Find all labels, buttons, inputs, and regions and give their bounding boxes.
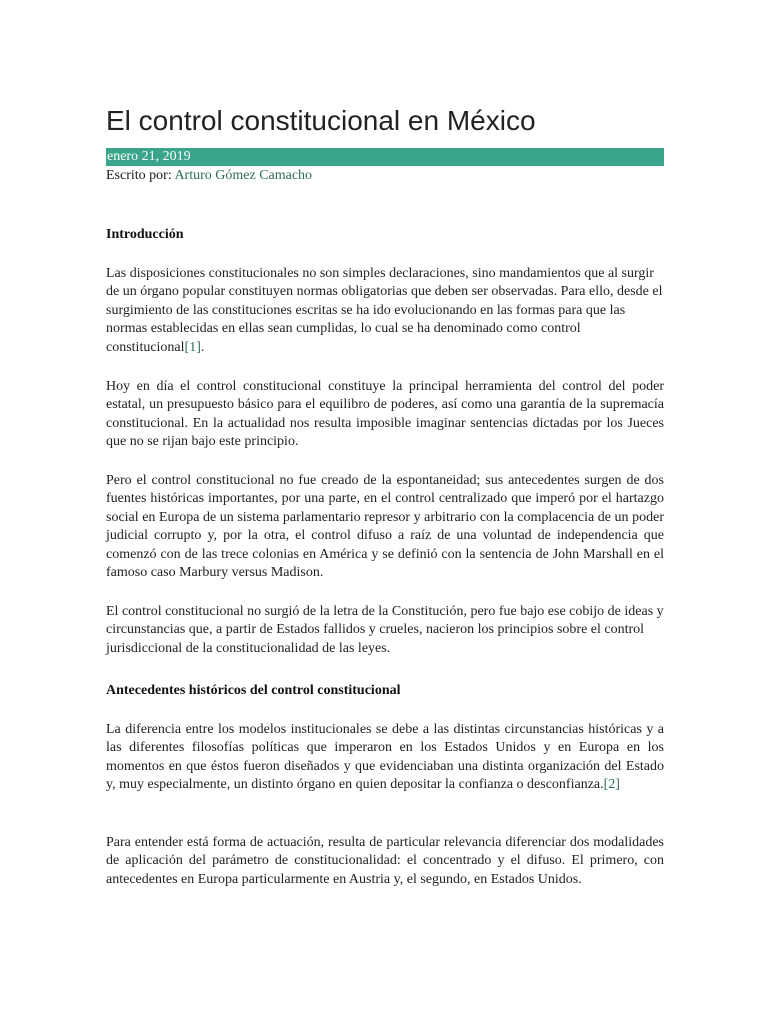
section-heading-history: Antecedentes históricos del control constitucional: [106, 683, 401, 698]
footnote-link-1[interactable]: [1]: [184, 339, 201, 355]
byline-prefix: Escrito por:: [106, 168, 175, 183]
article-title: El control constitucional en México: [106, 105, 536, 136]
paragraph-1-end: .: [200, 339, 205, 355]
paragraph-6: Para entender está forma de actuación, resulta de particular relevancia diferenciar dos modalidades de aplicación del parámetro de constitucionalidad: el concentrado y el difuso. El primero, con antecedentes en Europa particularmente en Austria y, el segundo, en Estados Unidos.: [106, 835, 664, 887]
section-heading-intro: Introducción: [106, 227, 184, 242]
author-link[interactable]: Arturo Gómez Camacho: [174, 168, 313, 183]
paragraph-4: El control constitucional no surgió de la letra de la Constitución, pero fue bajo ese cobijo de ideas y circunstancias que, a partir de Estados fallidos y crueles, nacieron los principios sobre el control jurisdiccional de la constitucionalidad de las leyes.: [106, 604, 664, 656]
footnote-link-2[interactable]: [2]: [603, 777, 620, 793]
paragraph-1-text: Las disposiciones constitucionales no son simples declaraciones, sino mandamientos que al surgir de un órgano popular constituyen normas obligatorias que deben ser observadas. Para ello, desde el surgimiento de las constituciones escritas se ha ido evolucionando en las formas para que las normas establecidas en ellas sean cumplidas, lo cual se ha denominado como control constitucional: [106, 266, 663, 355]
paragraph-5: [106, 721, 664, 795]
paragraph-2: Hoy en día el control constitucional constituye la principal herramienta del control del poder estatal, un presupuesto básico para el equilibro de poderes, así como una garantía de la supremacía constitucional. En la actualidad nos resulta imposible imaginar sentencias dictadas por los Jueces que no se rijan bajo este principio.: [106, 379, 664, 450]
date-bar: [106, 148, 664, 166]
paragraph-5-text: La diferencia entre los modelos institucionales se debe a las distintas circunstancias históricas y a las diferentes filosofías políticas que imperaron en los Estados Unidos y en Europa en los momentos en que éstos fueron diseñados y que evidenciaban una distinta organización del Estado y, muy especialmente, un distinto órgano en quien depositar la confianza o desconfianza.: [106, 722, 664, 793]
paragraph-3: Pero el control constitucional no fue creado de la espontaneidad; sus antecedentes surgen de dos fuentes históricas importantes, por una parte, en el control centralizado que imperó por el hartazgo social en Europa de un sistema parlamentario represor y arbitrario con la complacencia de un poder judicial corrupto y, por la otra, el control difuso a raíz de una voluntad de independencia que comenzó con de las trece colonias en América y se definió con la sentencia de John Marshall en el famoso caso Marbury versus Madison.: [106, 473, 664, 581]
byline: [106, 166, 312, 185]
paragraph-1: [106, 265, 664, 357]
publish-date: enero 21, 2019: [107, 149, 191, 164]
